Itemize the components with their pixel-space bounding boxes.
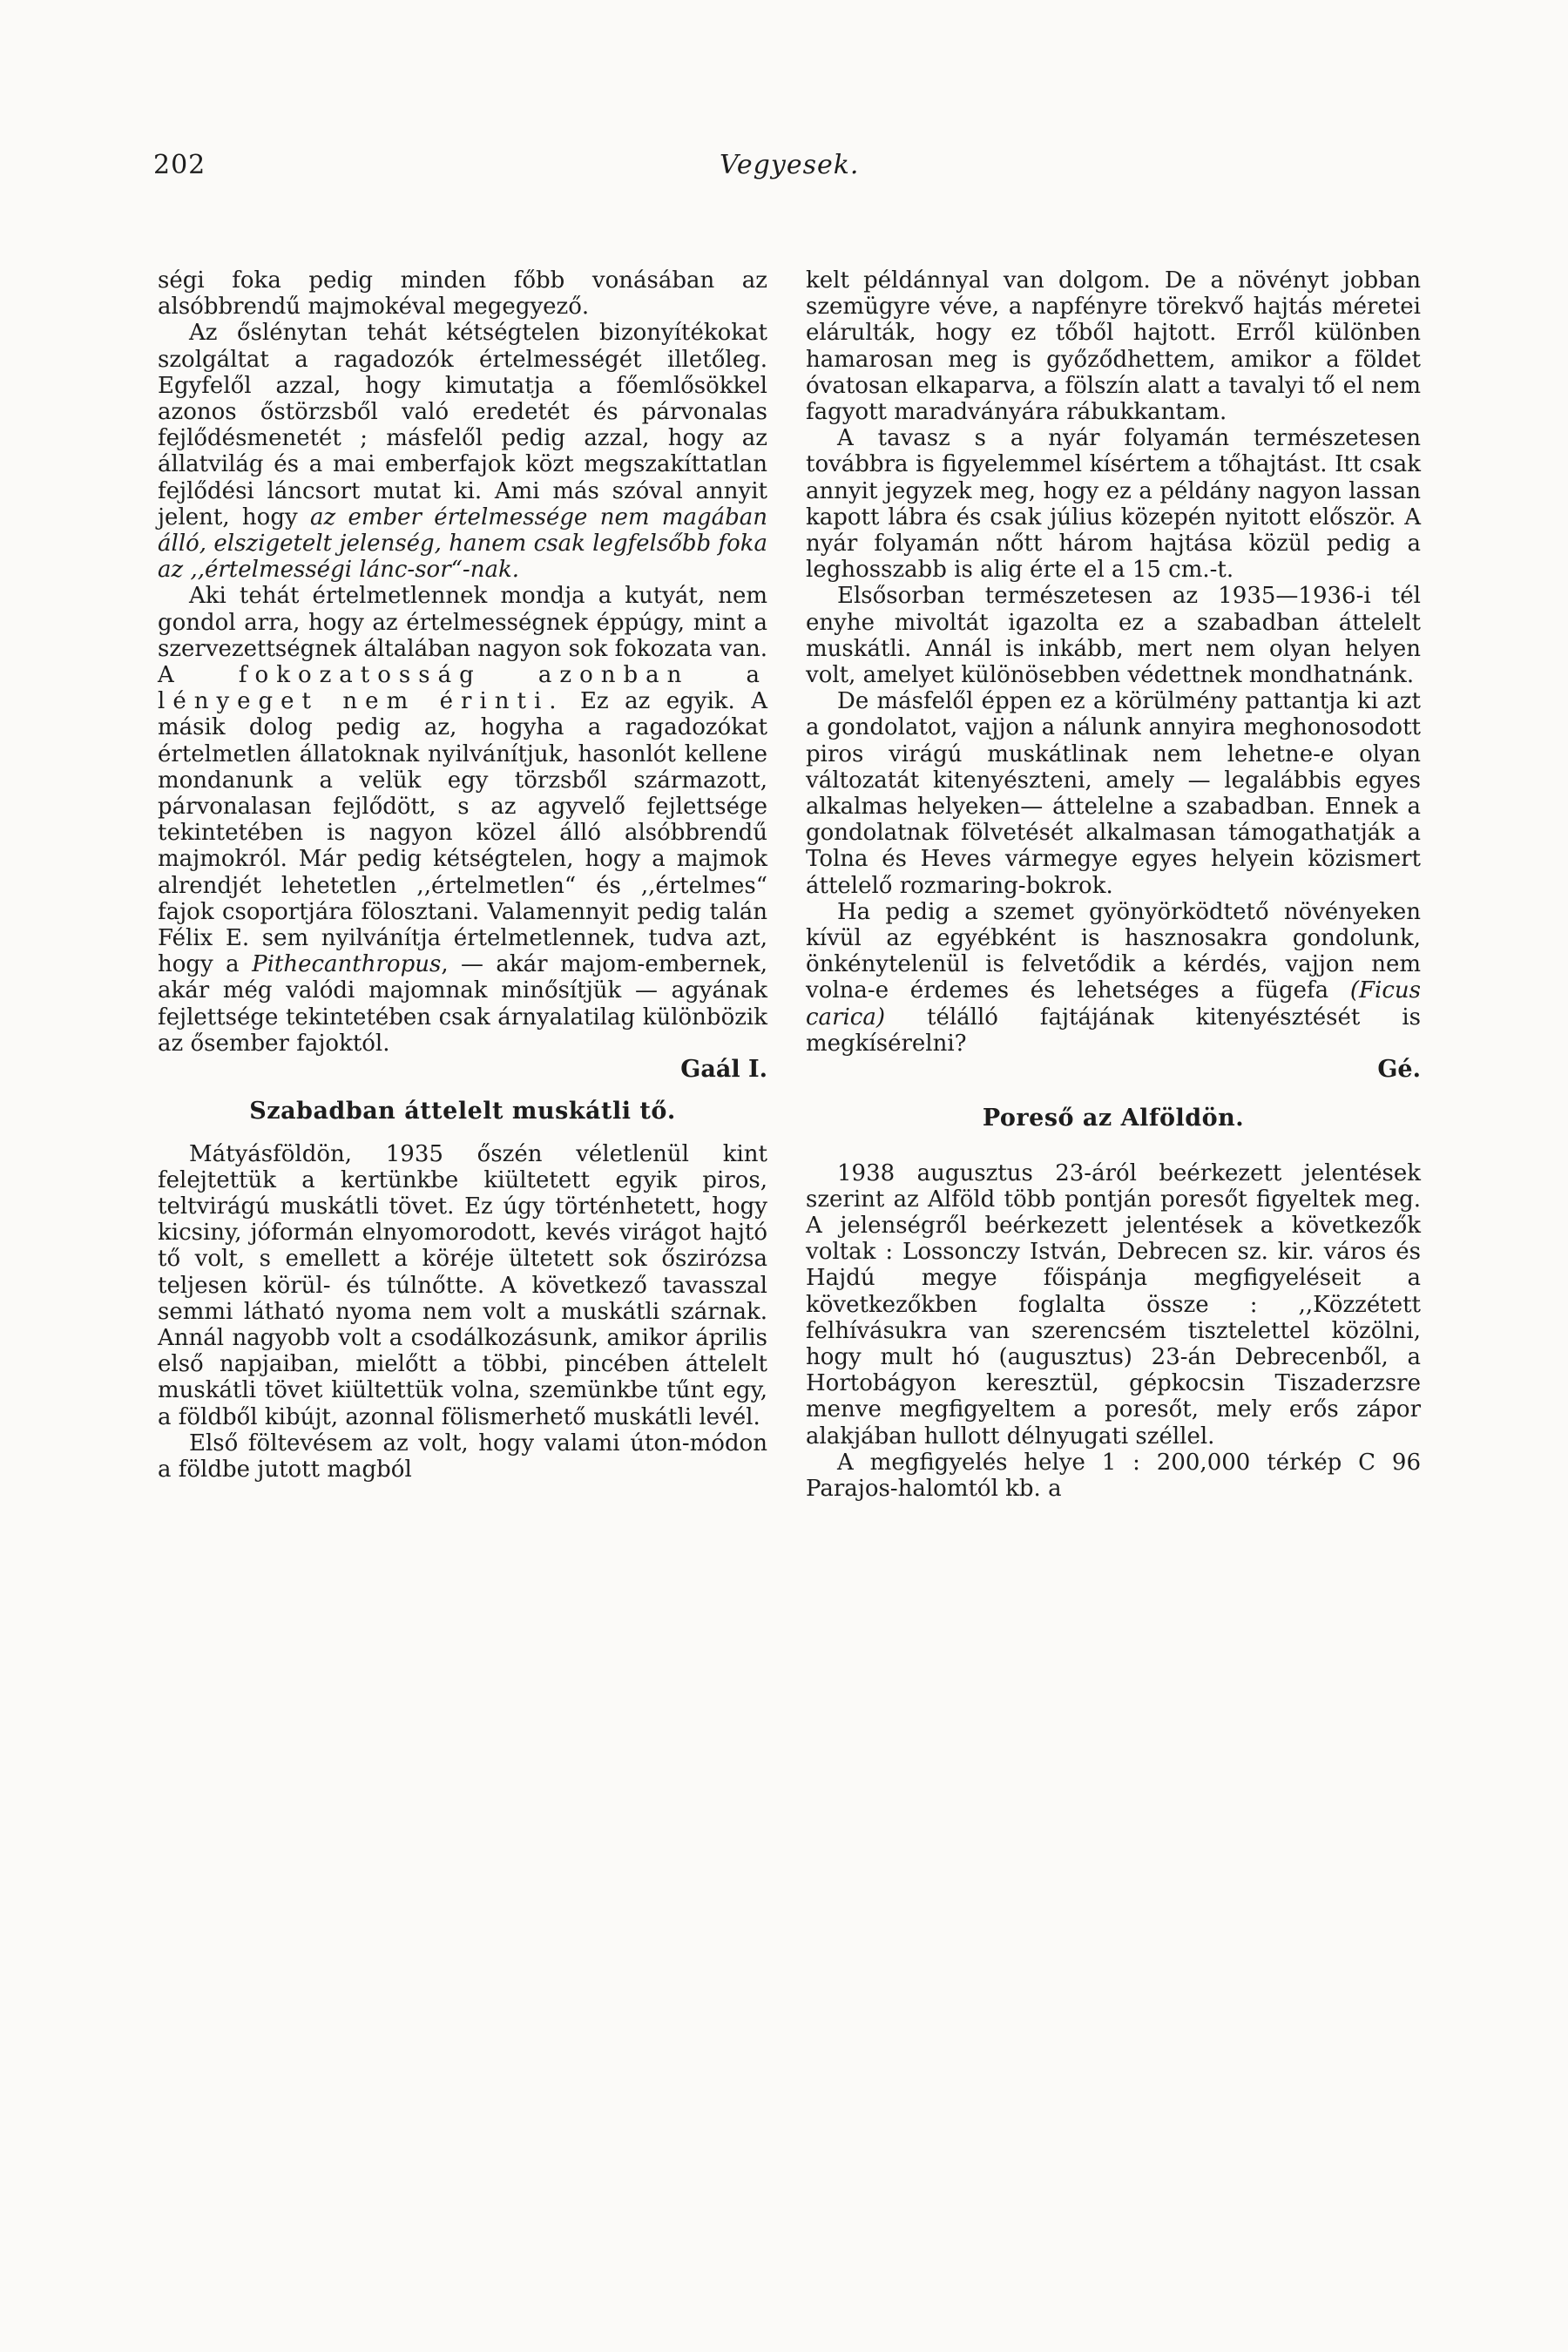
- emphasis-text: (Ficus carica): [806, 977, 1421, 1031]
- author-signature: Gaál I.: [680, 1056, 767, 1084]
- paragraph: [158, 320, 767, 583]
- paragraph-text: télálló fajtájának kitenyésztését is megkísérelni?: [806, 1004, 1421, 1057]
- author-signature: Gé.: [1377, 1056, 1421, 1084]
- paragraph: 1938 augusztus 23-áról beérkezett jelentések szerint az Alföld több pontján poresőt figyeltek meg. A jelenségről beérkezett jelentések a következők voltak : Lossonczy István, Debrecen sz. kir. város és Hajdú megye főispánja megfigyeléseit a következőkben foglalta össze : ,,Közzétett felhívásukra van szerencsém tisztelettel közölni, hogy mult hó (augusztus) 23-án Debrecenből, a Hortobágyon keresztül, gépkocsin Tiszaderzsre menve megfigyeltem a poresőt, mely erős zápor alakjában hullott délnyugati széllel.: [806, 1159, 1421, 1450]
- paragraph: Elsősorban természetesen az 1935—1936-i tél enyhe mivoltát igazolta ez a szabadban áttelelt muskátli. Annál is inkább, mert nem olyan helyen volt, amelyet különösebben védettnek mondhatnánk.: [806, 583, 1421, 689]
- right-column: [806, 267, 1421, 1502]
- emphasis-text: Pithecanthropus: [252, 951, 442, 978]
- paragraph: A megfigyelés helye 1 : 200,000 térkép C 96 Parajos-halomtól kb. a: [806, 1449, 1421, 1502]
- paragraph-text: Az őslénytan tehát kétségtelen bizonyítékokat szolgáltat a ragadozók értelmességét illetőleg. Egyfelől azzal, hogy kimutatja a főemlősökkel azonos őstörzsből való eredetét és párvonalas fejlődésmenetét ; másfelől pedig azzal, hogy az állatvilág és a mai emberfajok közt megszakíttatlan fejlődési láncsort mutat ki. Ami más szóval annyit jelent, hogy: [158, 320, 767, 531]
- paragraph: [158, 583, 767, 1057]
- paragraph: De másfelől éppen ez a körülmény pattantja ki azt a gondolatot, vajjon a nálunk annyira meghonosodott piros virágú muskátlinak nem lehetne-e olyan változatát kitenyészteni, amely — legalábbis egyes alkalmas helyeken— áttelelne a szabadban. Ennek a gondolatnak fölvetését alkalmasan támogathatják a Tolna és Heves vármegye egyes helyein közismert áttelelő rozmaring-bokrok.: [806, 688, 1421, 899]
- section-heading: Szabadban áttelelt muskátli tő.: [249, 1098, 676, 1125]
- paragraph-text: , — akár majom-embernek, akár még valódi majomnak minősítjük — agyának fejlettsége tekintetében csak árnyalatilag különbözik az ősember fajoktól.: [158, 951, 767, 1057]
- left-column: [158, 267, 767, 1483]
- paragraph: kelt példánnyal van dolgom. De a növényt jobban szemügyre véve, a napfényre törekvő hajtás méretei elárulták, hogy ez tőből hajtott. Erről különben hamarosan meg is győződhettem, amikor a földet óvatosan elkaparva, a fölszín alatt a tavalyi tő el nem fagyott maradványára rábukkantam.: [806, 267, 1421, 426]
- paragraph: ségi foka pedig minden főbb vonásában az alsóbbrendű majmokéval megegyező.: [158, 267, 767, 321]
- paragraph-text: Ez az egyik. A másik dolog pedig az, hogyha a ragadozókat értelmetlen állatoknak nyilvánítjuk, hasonlót kellene mondanunk a velük egy törzsből származott, párvonalasan fejlődött, s az agyvelő fejlettsége tekintetében is nagyon közel álló alsóbbrendű majmokról. Már pedig kétségtelen, hogy a majmok alrendjét lehetetlen ,,értelmetlen“ és ,,értelmes“ fajok csoportjára fölosztani. Valamennyit pedig talán Félix E. sem nyilvánítja értelmetlennek, tudva azt, hogy a: [158, 688, 767, 978]
- paragraph: A tavasz s a nyár folyamán természetesen továbbra is figyelemmel kísértem a tőhajtást. Itt csak annyit jegyzek meg, hogy ez a példány nagyon lassan kapott lábra és csak július közepén nyitott először. A nyár folyamán nőtt három hajtása közül pedig a leghosszabb is alig érte el a 15 cm.-t.: [806, 425, 1421, 584]
- paragraph-text: Aki tehát értelmetlennek mondja a kutyát, nem gondol arra, hogy az értelmességnek éppúgy, mint a szervezettségnek általában nagyon sok fokozata van.: [158, 583, 767, 662]
- spaced-emphasis-text: A fokozatosság azonban a lényeget nem érinti.: [158, 662, 767, 715]
- section-heading: Poreső az Alföldön.: [982, 1105, 1245, 1132]
- paragraph: Első föltevésem az volt, hogy valami úton-módon a földbe jutott magból: [158, 1429, 767, 1483]
- paragraph: [806, 899, 1421, 1057]
- page-number: 202: [153, 150, 206, 180]
- paragraph-text: Ha pedig a szemet gyönyörködtető növényeken kívül az egyébként is hasznosakra gondolunk, önkénytelenül is felvetődik a kérdés, vajjon nem volna-e érdemes és lehetséges a fügefa: [806, 898, 1421, 1004]
- emphasis-text: az ember értelmessége nem magában álló, elszigetelt jelenség, hanem csak legfelsőbb foka az ,,értelmességi lánc-sor“-nak.: [158, 504, 767, 584]
- running-title: Vegyesek.: [720, 150, 860, 180]
- paragraph: Mátyásföldön, 1935 őszén véletlenül kint felejtettük a kertünkbe kiültetett egyik piros, teltvirágú muskátli tövet. Ez úgy történhetett, hogy kicsiny, jóformán elnyomorodott, kevés virágot hajtó tő volt, s emellett a köréje ültetett sok őszirózsa teljesen körül- és túlnőtte. A következő tavasszal semmi látható nyoma nem volt a muskátli szárnak. Annál nagyobb volt a csodálkozásunk, amikor április első napjaiban, mielőtt a többi, pincében áttelelt muskátli tövet kiültettük volna, szemünkbe tűnt egy, a földből kibújt, azonnal fölismerhető muskátli levél.: [158, 1140, 767, 1430]
